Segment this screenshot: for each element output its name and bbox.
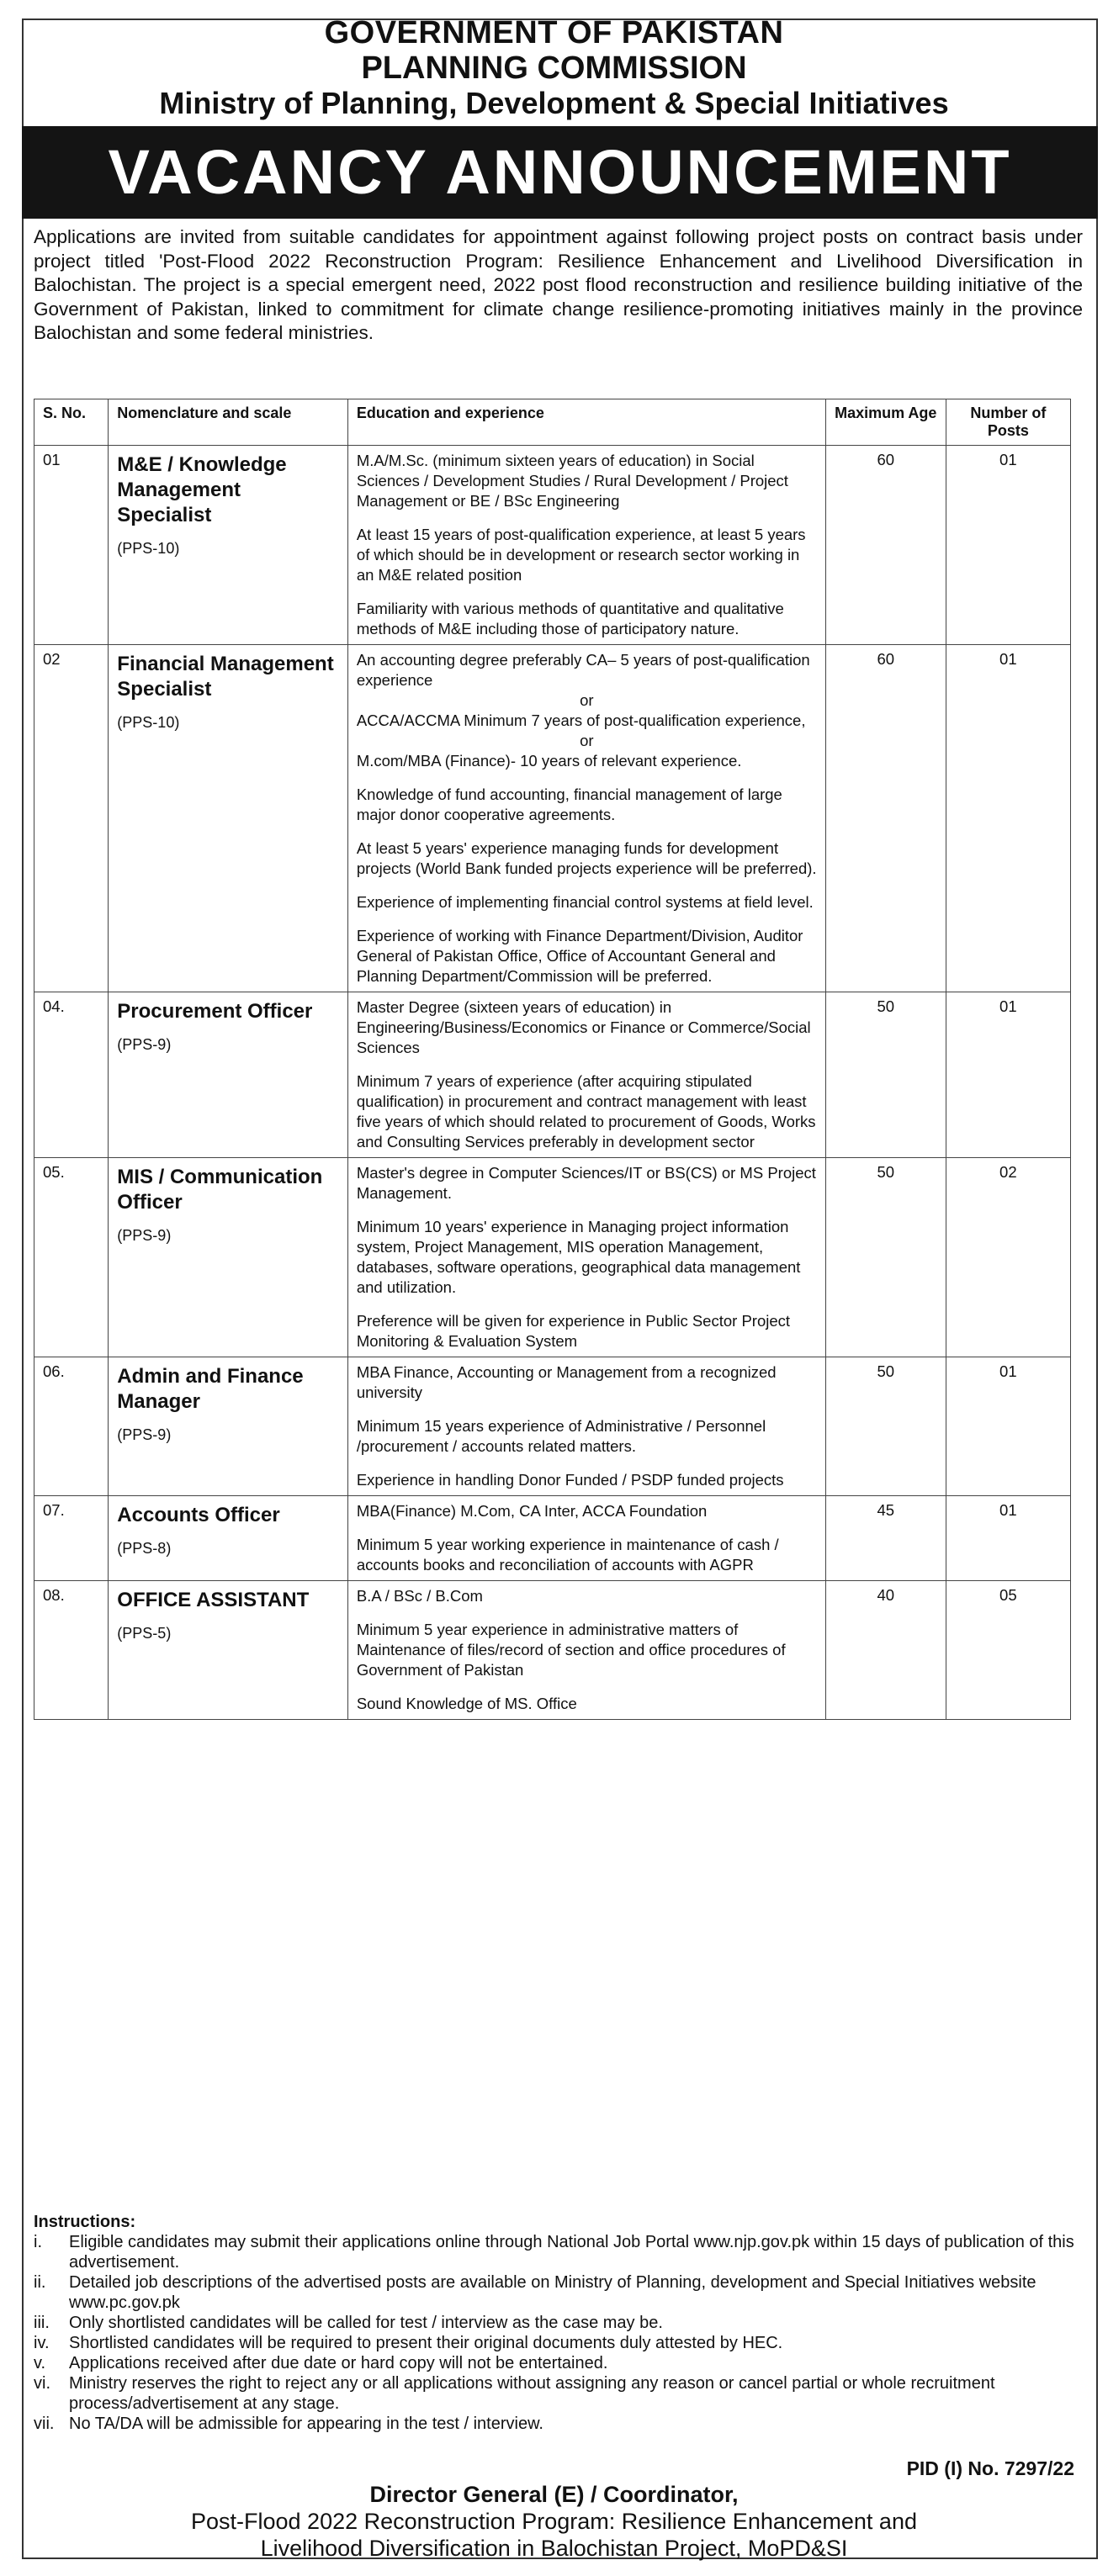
header-commission: PLANNING COMMISSION	[361, 50, 747, 86]
row-education	[347, 645, 825, 992]
row-max-age: 60	[825, 645, 946, 992]
instruction-item	[34, 2232, 1083, 2272]
education-line: Experience in handling Donor Funded / PSDP funded projects	[356, 1471, 784, 1489]
row-position	[109, 645, 348, 992]
instruction-text: Eligible candidates may submit their applications online through National Job Portal www.njp.gov.pk within 15 days of publication of this advertisement.	[69, 2233, 1074, 2272]
instruction-number: iii.	[34, 2314, 50, 2332]
row-education	[347, 1357, 825, 1496]
pid-number: PID (I) No. 7297/22	[906, 2457, 1074, 2479]
instruction-number: vii.	[34, 2415, 55, 2433]
instruction-text: Ministry reserves the right to reject any or all applications without assigning any reason or cancel partial or whole recruitment process/advertisement at any stage.	[69, 2374, 995, 2413]
instruction-item	[34, 2353, 1083, 2373]
instruction-number: iv.	[34, 2334, 50, 2352]
education-line: Familiarity with various methods of quantitative and qualitative methods of M&E including those of participatory nature.	[356, 600, 784, 637]
education-line: Knowledge of fund accounting, financial management of large major donor cooperative agreements.	[356, 785, 782, 823]
row-number-of-posts: 05	[946, 1581, 1070, 1720]
row-max-age: 45	[825, 1496, 946, 1581]
position-title: MIS / Communication Officer	[117, 1166, 323, 1214]
instruction-text: No TA/DA will be admissible for appearing in the test / interview.	[69, 2415, 543, 2433]
row-max-age: 60	[825, 446, 946, 645]
education-line: Minimum 7 years of experience (after acquiring stipulated qualification) in procurement and contract management with least five years of which should related to procurement of Goods, Works and Consulting Services preferably in development sector	[356, 1072, 816, 1150]
row-number-of-posts: 01	[946, 1357, 1070, 1496]
position-title: Accounts Officer	[117, 1504, 280, 1526]
header-nomenclature: Nomenclature and scale	[109, 399, 348, 446]
instruction-text: Shortlisted candidates will be required to present their original documents duly attested by HEC.	[69, 2334, 783, 2352]
table-row	[34, 1357, 1071, 1496]
row-position	[109, 1357, 348, 1496]
row-number-of-posts: 01	[946, 446, 1070, 645]
header-posts: Number of Posts	[946, 399, 1070, 446]
position-scale: (PPS-10)	[117, 714, 180, 731]
row-position	[109, 1581, 348, 1720]
header-age: Maximum Age	[825, 399, 946, 446]
header-sno: S. No.	[34, 399, 109, 446]
row-sno: 07.	[34, 1496, 109, 1581]
row-education	[347, 1496, 825, 1581]
education-line: or	[580, 691, 594, 709]
instruction-number: ii.	[34, 2273, 46, 2292]
education-line: ACCA/ACCMA Minimum 7 years of post-qualification experience,	[356, 711, 806, 729]
row-number-of-posts: 01	[946, 1496, 1070, 1581]
position-scale: (PPS-9)	[117, 1227, 172, 1244]
row-position	[109, 992, 348, 1158]
row-sno: 02	[34, 645, 109, 992]
position-scale: (PPS-5)	[117, 1625, 172, 1642]
position-title: Procurement Officer	[117, 1000, 313, 1023]
table-row	[34, 645, 1071, 992]
education-line: Preference will be given for experience in Public Sector Project Monitoring & Evaluation System	[356, 1312, 791, 1350]
position-title: OFFICE ASSISTANT	[117, 1589, 310, 1611]
instructions-list	[34, 2232, 1083, 2434]
education-line: Master's degree in Computer Sciences/IT or BS(CS) or MS Project Management.	[356, 1164, 816, 1202]
table-row	[34, 1496, 1071, 1581]
intro-paragraph: Applications are invited from suitable candidates for appointment against following project posts on contract basis under project titled 'Post-Flood 2022 Reconstruction Program: Resilience Enhancement and Livelihood Diversification in Balochistan. The project is a special emergent need, 2022 post flood reconstruction and resilience building initiative of the Government of Pakistan, linked to commitment for climate change resilience-promoting initiatives mainly in the province Balochistan and some federal ministries.	[34, 226, 1083, 343]
row-position	[109, 1496, 348, 1581]
footer-designation: Director General (E) / Coordinator,	[369, 2482, 739, 2507]
row-sno: 01	[34, 446, 109, 645]
instruction-item	[34, 2313, 1083, 2333]
row-education	[347, 992, 825, 1158]
vacancy-table	[34, 399, 1071, 1720]
education-line: At least 15 years of post-qualification experience, at least 5 years of which should be in development or research sector working in an M&E related position	[356, 526, 806, 584]
education-line: B.A / BSc / B.Com	[356, 1587, 483, 1605]
education-line: Minimum 5 year experience in administrative matters of Maintenance of files/record of section and office procedures of Government of Pakistan	[356, 1621, 786, 1679]
row-education	[347, 1158, 825, 1357]
education-line: M.com/MBA (Finance)- 10 years of relevant experience.	[356, 752, 742, 770]
education-line: M.A/M.Sc. (minimum sixteen years of education) in Social Sciences / Development Studies / Rural Development / Project Management or BE / BSc Engineering	[356, 452, 788, 510]
row-education	[347, 446, 825, 645]
row-number-of-posts: 02	[946, 1158, 1070, 1357]
instruction-text: Detailed job descriptions of the advertised posts are available on Ministry of Planning, development and Special Initiatives website www.pc.gov.pk	[69, 2273, 1036, 2312]
row-sno: 08.	[34, 1581, 109, 1720]
footer-project: Livelihood Diversification in Balochistan Project, MoPD&SI	[260, 2536, 848, 2561]
education-line: Master Degree (sixteen years of education) in Engineering/Business/Economics or Finance or Commerce/Social Sciences	[356, 998, 811, 1056]
instruction-item	[34, 2373, 1083, 2414]
position-scale: (PPS-10)	[117, 540, 180, 557]
education-line: Sound Knowledge of MS. Office	[356, 1695, 577, 1712]
position-scale: (PPS-9)	[117, 1426, 172, 1443]
instruction-text: Applications received after due date or hard copy will not be entertained.	[69, 2354, 608, 2372]
row-number-of-posts: 01	[946, 992, 1070, 1158]
footer-program: Post-Flood 2022 Reconstruction Program: Resilience Enhancement and	[191, 2509, 917, 2534]
education-line: Minimum 10 years' experience in Managing project information system, Project Management, MIS operation Management, databases, software operations, geographical data management and utilization.	[356, 1218, 801, 1296]
position-title: Financial Management Specialist	[117, 653, 334, 701]
table-row	[34, 1581, 1071, 1720]
row-position	[109, 446, 348, 645]
instructions	[34, 2212, 1083, 2434]
instruction-text: Only shortlisted candidates will be called for test / interview as the case may be.	[69, 2314, 663, 2332]
education-line: An accounting degree preferably CA– 5 years of post-qualification experience	[356, 651, 810, 689]
position-scale: (PPS-8)	[117, 1540, 172, 1557]
instruction-number: v.	[34, 2354, 46, 2372]
instruction-item	[34, 2333, 1083, 2353]
table-row	[34, 1158, 1071, 1357]
footer	[0, 2481, 1108, 2562]
position-scale: (PPS-9)	[117, 1036, 172, 1053]
education-line: At least 5 years' experience managing funds for development projects (World Bank funded projects experience will be preferred).	[356, 839, 817, 877]
table-row	[34, 992, 1071, 1158]
vacancy-banner: VACANCY ANNOUNCEMENT	[22, 126, 1098, 219]
education-line: Minimum 15 years experience of Administrative / Personnel /procurement / accounts related matters.	[356, 1417, 766, 1455]
education-line: MBA Finance, Accounting or Management from a recognized university	[356, 1363, 777, 1401]
row-max-age: 50	[825, 1357, 946, 1496]
header-ministry: Ministry of Planning, Development & Special Initiatives	[159, 86, 949, 120]
education-line: MBA(Finance) M.Com, CA Inter, ACCA Foundation	[356, 1502, 708, 1520]
education-line: Minimum 5 year working experience in maintenance of cash / accounts books and reconciliation of accounts with AGPR	[356, 1536, 779, 1574]
instruction-number: vi.	[34, 2374, 50, 2393]
position-title: Admin and Finance Manager	[117, 1365, 304, 1413]
position-title: M&E / Knowledge Management Specialist	[117, 453, 287, 526]
row-sno: 04.	[34, 992, 109, 1158]
education-line: Experience of working with Finance Department/Division, Auditor General of Pakistan Office, Office of Accountant General and Planning Department/Commission will be preferred.	[356, 927, 803, 985]
row-education	[347, 1581, 825, 1720]
row-max-age: 50	[825, 992, 946, 1158]
row-max-age: 50	[825, 1158, 946, 1357]
row-max-age: 40	[825, 1581, 946, 1720]
instructions-heading: Instructions:	[34, 2213, 136, 2231]
row-sno: 06.	[34, 1357, 109, 1496]
row-number-of-posts: 01	[946, 645, 1070, 992]
instruction-item	[34, 2414, 1083, 2434]
row-sno: 05.	[34, 1158, 109, 1357]
header-government: GOVERNMENT OF PAKISTAN	[324, 15, 784, 50]
row-position	[109, 1158, 348, 1357]
education-line: Experience of implementing financial control systems at field level.	[356, 893, 814, 911]
table-row	[34, 446, 1071, 645]
instruction-number: i.	[34, 2233, 42, 2251]
instruction-item	[34, 2272, 1083, 2313]
table-header-row	[34, 399, 1071, 446]
header-education: Education and experience	[347, 399, 825, 446]
education-line: or	[580, 732, 594, 749]
